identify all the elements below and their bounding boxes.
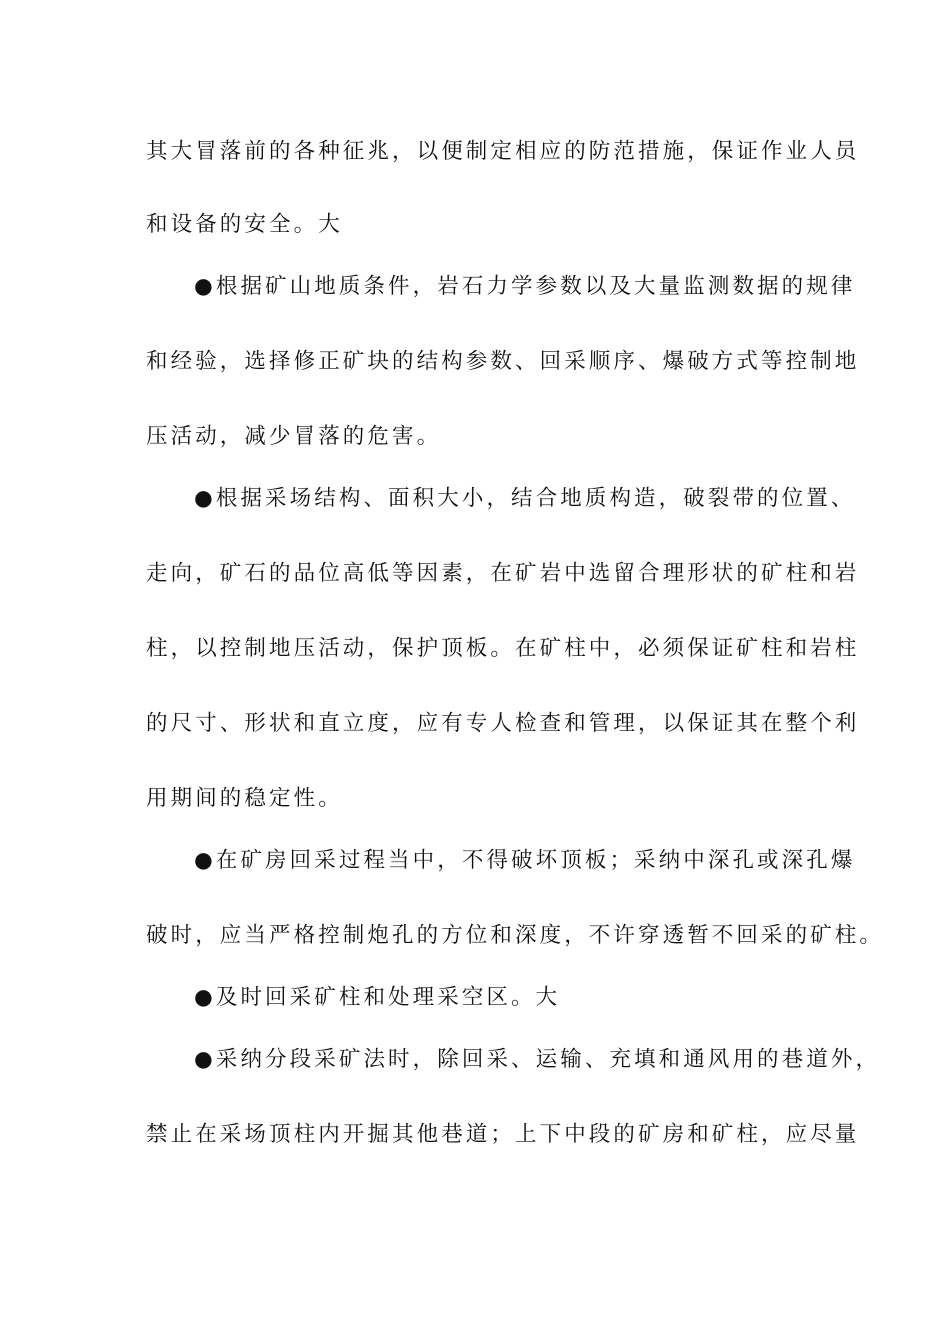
- text-line: 的尺寸、形状和直立度，应有专人检查和管理，以保证其在整个利: [146, 711, 860, 736]
- text-line: 和经验，选择修正矿块的结构参数、回采顺序、爆破方式等控制地: [146, 349, 860, 374]
- text-line: 压活动，减少冒落的危害。: [146, 424, 442, 449]
- bullet-paragraph-start: ●及时回采矿柱和处理采空区。大: [194, 985, 561, 1010]
- bullet-paragraph-start: ●根据矿山地质条件，岩石力学参数以及大量监测数据的规律: [194, 274, 856, 299]
- text-line: 用期间的稳定性。: [146, 786, 343, 811]
- text-line: 柱，以控制地压活动，保护顶板。在矿柱中，必须保证矿柱和岩柱: [146, 636, 860, 661]
- text-line: 禁止在采场顶柱内开掘其他巷道；上下中段的矿房和矿柱，应尽量: [146, 1122, 860, 1147]
- text-line: 走向，矿石的品位高低等因素，在矿岩中选留合理形状的矿柱和岩: [146, 561, 860, 586]
- text-line: 和设备的安全。大: [146, 212, 343, 237]
- bullet-paragraph-start: ●在矿房回采过程当中，不得破坏顶板；采纳中深孔或深孔爆: [194, 848, 856, 873]
- text-line: 破时，应当严格控制炮孔的方位和深度，不许穿透暂不回采的矿柱。: [146, 923, 885, 948]
- bullet-paragraph-start: ●根据采场结构、面积大小，结合地质构造，破裂带的位置、: [194, 486, 856, 511]
- text-line: 其大冒落前的各种征兆，以便制定相应的防范措施，保证作业人员: [146, 139, 860, 164]
- bullet-paragraph-start: ●采纳分段采矿法时，除回采、运输、充填和通风用的巷道外，: [194, 1047, 881, 1072]
